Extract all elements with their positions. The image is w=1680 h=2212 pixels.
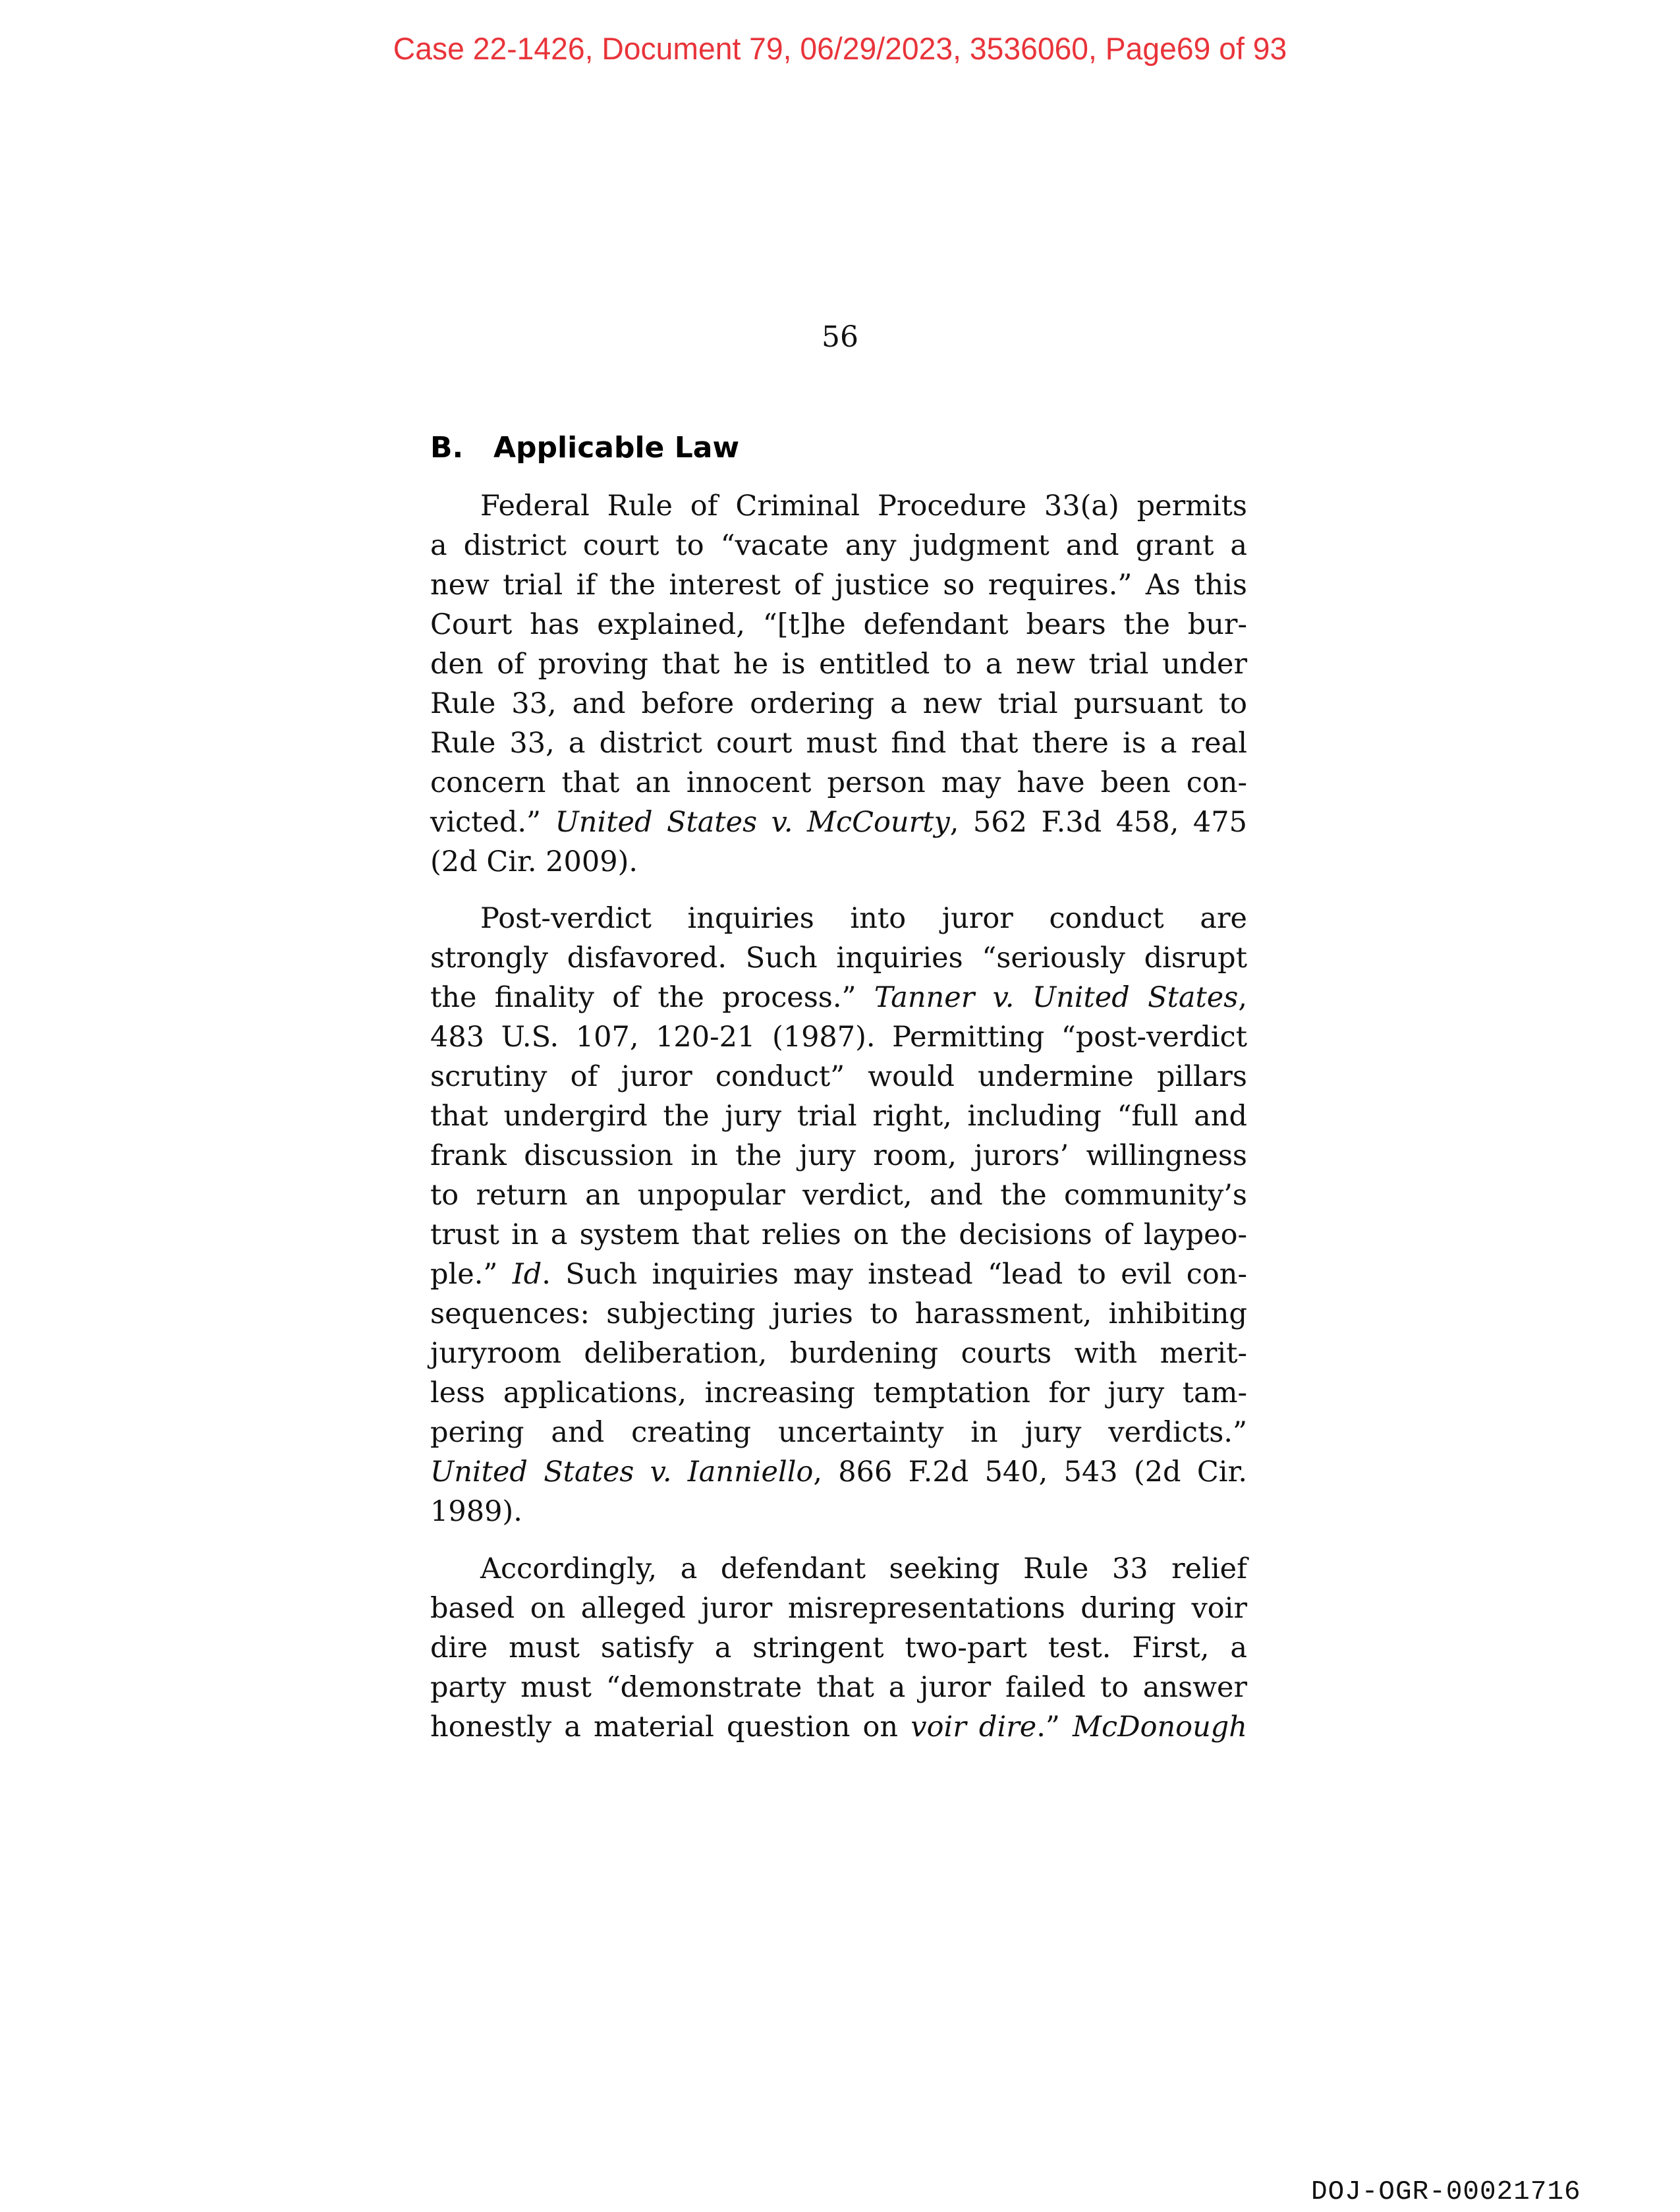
text-segment: . Such inquiries may instead “lead to evil con- xyxy=(542,1258,1247,1291)
text-line xyxy=(430,1373,1247,1413)
text-segment: den of proving that he is entitled to a new trial under xyxy=(430,648,1247,681)
text-line xyxy=(430,1334,1247,1373)
text-segment: Rule 33, and before ordering a new trial pursuant to xyxy=(430,687,1247,720)
text-segment: concern that an innocent person may have been con- xyxy=(430,766,1247,799)
text-line xyxy=(430,565,1247,605)
text-segment: victed.” xyxy=(430,806,555,839)
paragraph-rule-33 xyxy=(430,486,1247,882)
case-header-stamp: Case 22-1426, Document 79, 06/29/2023, 3536060, Page69 of 93 xyxy=(393,31,1287,66)
text-segment: trust in a system that relies on the decisions of laypeo- xyxy=(430,1218,1247,1251)
text-segment: Court has explained, “[t]he defendant bears the bur- xyxy=(430,608,1247,641)
text-segment: based on alleged juror misrepresentations during voir xyxy=(430,1592,1247,1625)
text-segment: juryroom deliberation, burdening courts with merit- xyxy=(430,1337,1247,1370)
text-segment: scrutiny of juror conduct” would undermine pillars xyxy=(430,1060,1247,1093)
text-segment: (2d Cir. 2009). xyxy=(430,845,638,878)
text-line xyxy=(430,684,1247,723)
text-line xyxy=(430,1668,1247,1707)
text-segment: strongly disfavored. Such inquiries “seriously disrupt xyxy=(430,942,1247,975)
text-line xyxy=(430,899,1247,938)
page-number: 56 xyxy=(822,320,858,354)
text-segment: dire must satisfy a stringent two-part test. First, a xyxy=(430,1631,1247,1664)
section-title: Applicable Law xyxy=(493,431,740,465)
text-segment: 1989). xyxy=(430,1495,522,1528)
text-segment: , xyxy=(1238,981,1247,1014)
text-line xyxy=(430,1707,1247,1747)
section-heading xyxy=(430,428,739,468)
text-segment: ple.” xyxy=(430,1258,513,1291)
text-segment: a district court to “vacate any judgment and grant a xyxy=(430,529,1247,562)
text-segment: Accordingly, a defendant seeking Rule 33 relief xyxy=(480,1552,1247,1585)
text-line xyxy=(430,486,1247,526)
text-line xyxy=(430,978,1247,1017)
text-line xyxy=(430,605,1247,644)
text-line xyxy=(430,1628,1247,1668)
section-letter: B. xyxy=(430,431,464,465)
text-segment: pering and creating uncertainty in jury verdicts.” xyxy=(430,1416,1247,1449)
text-line xyxy=(430,1136,1247,1176)
text-line xyxy=(430,1255,1247,1294)
text-line xyxy=(430,1096,1247,1136)
text-line xyxy=(430,1589,1247,1628)
text-line xyxy=(430,938,1247,978)
text-segment: 483 U.S. 107, 120-21 (1987). Permitting “post-verdict xyxy=(430,1021,1247,1054)
italic-citation: United States v. McCourty xyxy=(555,806,950,839)
text-segment: honestly a material question on xyxy=(430,1711,911,1744)
text-segment: party must “demonstrate that a juror failed to answer xyxy=(430,1671,1247,1704)
text-line xyxy=(430,1215,1247,1255)
text-segment: Rule 33, a district court must find that there is a real xyxy=(430,727,1247,760)
text-line xyxy=(430,1057,1247,1096)
text-line xyxy=(430,1176,1247,1215)
text-segment: new trial if the interest of justice so requires.” As this xyxy=(430,569,1247,602)
paragraph-post-verdict-inquiries xyxy=(430,899,1247,1531)
text-segment: sequences: subjecting juries to harassment, inhibiting xyxy=(430,1297,1247,1330)
italic-citation: Id xyxy=(512,1258,542,1291)
text-segment: that undergird the jury trial right, including “full and xyxy=(430,1100,1247,1133)
text-line xyxy=(430,644,1247,684)
text-segment: , 866 F.2d 540, 543 (2d Cir. xyxy=(813,1456,1247,1489)
bates-number: DOJ-OGR-00021716 xyxy=(1311,2177,1581,2207)
text-line xyxy=(430,1492,1247,1531)
italic-citation: Tanner v. United States xyxy=(874,981,1239,1014)
text-segment: to return an unpopular verdict, and the community’s xyxy=(430,1179,1247,1212)
text-segment: less applications, increasing temptation for jury tam- xyxy=(430,1376,1247,1409)
italic-citation: United States v. Ianniello xyxy=(430,1456,814,1489)
text-line xyxy=(430,526,1247,565)
text-segment: .” xyxy=(1036,1711,1073,1744)
text-segment: frank discussion in the jury room, jurors’ willingness xyxy=(430,1139,1247,1172)
italic-citation: voir dire xyxy=(910,1711,1037,1744)
text-line xyxy=(430,723,1247,763)
text-line xyxy=(430,803,1247,842)
text-line xyxy=(430,1413,1247,1452)
text-line xyxy=(430,1294,1247,1334)
text-line xyxy=(430,1017,1247,1057)
paragraph-two-part-test xyxy=(430,1549,1247,1747)
text-line xyxy=(430,763,1247,803)
text-line xyxy=(430,1452,1247,1492)
text-segment: Federal Rule of Criminal Procedure 33(a) permits xyxy=(480,490,1247,523)
text-line xyxy=(430,1549,1247,1589)
text-segment: , 562 F.3d 458, 475 xyxy=(949,806,1248,839)
italic-citation: McDonough xyxy=(1073,1711,1247,1744)
text-line xyxy=(430,842,1247,882)
text-segment: Post-verdict inquiries into juror conduct are xyxy=(480,902,1247,935)
text-segment: the finality of the process.” xyxy=(430,981,874,1014)
